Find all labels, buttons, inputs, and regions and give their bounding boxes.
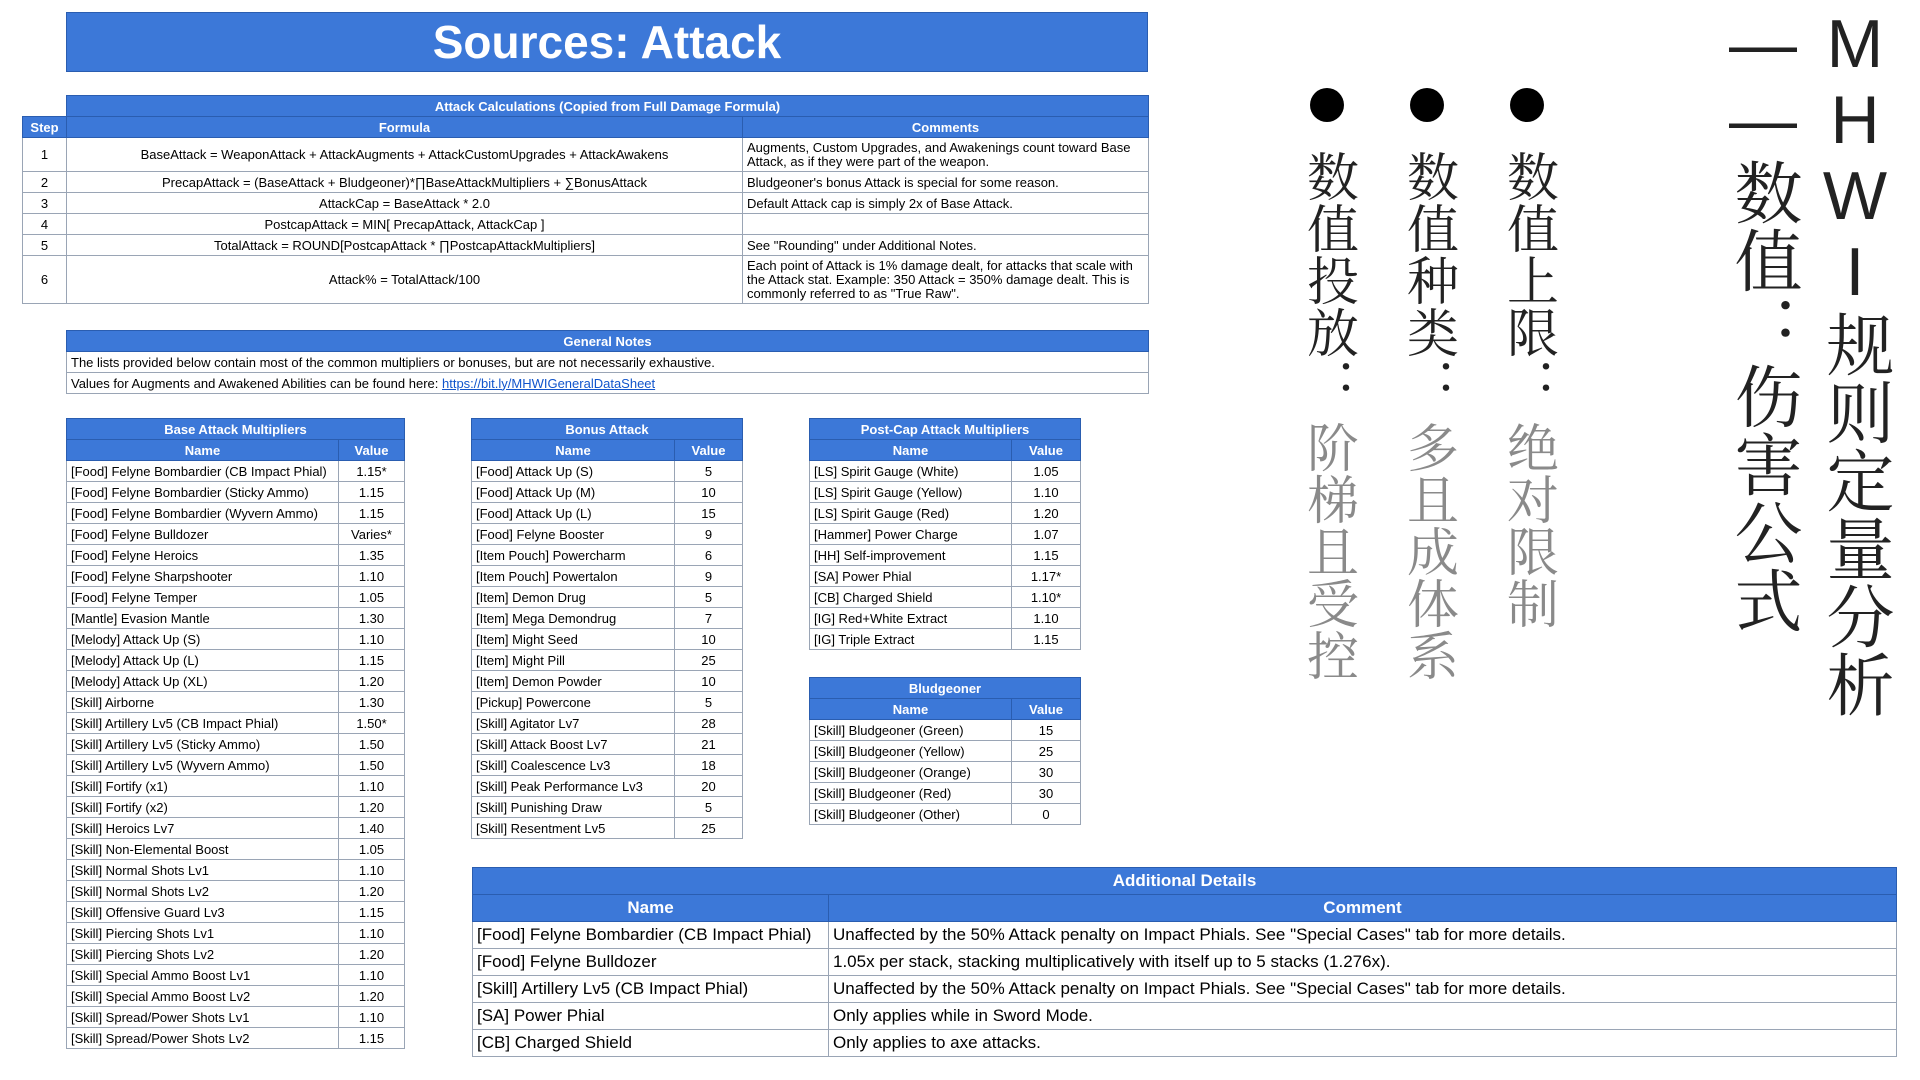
row-value: 1.10 xyxy=(339,629,405,650)
row-name: [Food] Felyne Booster xyxy=(472,524,675,545)
bullet-dot-1 xyxy=(1510,88,1544,122)
table-row xyxy=(67,608,405,629)
row-value: 10 xyxy=(675,482,743,503)
table-row xyxy=(472,629,743,650)
row-value: 25 xyxy=(675,818,743,839)
bonus-caption: Bonus Attack xyxy=(472,419,743,440)
row-name: [SA] Power Phial xyxy=(473,1003,829,1030)
row-name: [Food] Felyne Temper xyxy=(67,587,339,608)
postcap-header-value: Value xyxy=(1012,440,1081,461)
base-mult-header-name: Name xyxy=(67,440,339,461)
table-row xyxy=(472,566,743,587)
table-row xyxy=(810,461,1081,482)
row-comment: Unaffected by the 50% Attack penalty on Impact Phials. See "Special Cases" tab for more details. xyxy=(829,976,1897,1003)
row-value: 30 xyxy=(1012,783,1081,804)
row-name: [Skill] Punishing Draw xyxy=(472,797,675,818)
row-value: 1.10 xyxy=(339,566,405,587)
row-value: 25 xyxy=(675,650,743,671)
table-row xyxy=(810,566,1081,587)
row-value: 1.05 xyxy=(339,587,405,608)
table-row xyxy=(472,797,743,818)
row-name: [IG] Red+White Extract xyxy=(810,608,1012,629)
postcap-header-name: Name xyxy=(810,440,1012,461)
bludgeoner-header-name: Name xyxy=(810,699,1012,720)
row-value: 15 xyxy=(1012,720,1081,741)
row-comment: 1.05x per stack, stacking multiplicatively with itself up to 5 stacks (1.276x). xyxy=(829,949,1897,976)
calc-step: 5 xyxy=(23,235,67,256)
row-name: [Food] Felyne Bulldozer xyxy=(473,949,829,976)
table-row xyxy=(67,692,405,713)
row-value: 5 xyxy=(675,587,743,608)
table-row xyxy=(67,797,405,818)
calc-step: 6 xyxy=(23,256,67,304)
row-value: 1.10 xyxy=(1012,482,1081,503)
additional-caption: Additional Details xyxy=(473,868,1897,895)
row-value: 1.10 xyxy=(1012,608,1081,629)
row-name: [Item] Mega Demondrug xyxy=(472,608,675,629)
table-row xyxy=(472,587,743,608)
row-name: [Food] Attack Up (L) xyxy=(472,503,675,524)
row-value: 1.15 xyxy=(1012,545,1081,566)
row-value: 1.17* xyxy=(1012,566,1081,587)
row-value: 20 xyxy=(675,776,743,797)
row-name: [Item] Demon Powder xyxy=(472,671,675,692)
sheet-title-banner xyxy=(66,12,1148,72)
sheet-title: Sources: Attack xyxy=(432,16,782,68)
table-row xyxy=(810,762,1081,783)
general-notes-line2-text: Values for Augments and Awakened Abilities can be found here: xyxy=(71,375,442,391)
table-row xyxy=(67,629,405,650)
row-value: 1.05 xyxy=(339,839,405,860)
row-name: [LS] Spirit Gauge (White) xyxy=(810,461,1012,482)
row-name: [Skill] Bludgeoner (Orange) xyxy=(810,762,1012,783)
bludgeoner-table xyxy=(809,677,1081,825)
bullet-2-body: 多且成体系 xyxy=(1398,421,1457,681)
row-name: [Skill] Piercing Shots Lv2 xyxy=(67,944,339,965)
calc-comment: Augments, Custom Upgrades, and Awakenings count toward Base Attack, as if they were part of the weapon. xyxy=(743,138,1149,172)
calc-step: 1 xyxy=(23,138,67,172)
row-value: 1.15 xyxy=(1012,629,1081,650)
row-name: [Skill] Bludgeoner (Yellow) xyxy=(810,741,1012,762)
bullet-1-head: 数值上限： xyxy=(1498,150,1557,410)
row-name: [Food] Felyne Bombardier (Sticky Ammo) xyxy=(67,482,339,503)
row-value: 1.10 xyxy=(339,776,405,797)
bludgeoner-caption: Bludgeoner xyxy=(810,678,1081,699)
bonus-header-name: Name xyxy=(472,440,675,461)
table-row xyxy=(472,461,743,482)
bullet-2-head: 数值种类： xyxy=(1398,150,1457,410)
row-name: [IG] Triple Extract xyxy=(810,629,1012,650)
calc-caption: Attack Calculations (Copied from Full Damage Formula) xyxy=(67,96,1149,117)
row-name: [Item] Demon Drug xyxy=(472,587,675,608)
table-row xyxy=(473,922,1897,949)
row-name: [SA] Power Phial xyxy=(810,566,1012,587)
row-value: 1.15 xyxy=(339,650,405,671)
row-value: 5 xyxy=(675,461,743,482)
table-row xyxy=(67,776,405,797)
bullet-3-head: 数值投放： xyxy=(1298,150,1357,410)
general-notes-table xyxy=(66,330,1149,394)
row-name: [Skill] Bludgeoner (Green) xyxy=(810,720,1012,741)
table-row xyxy=(67,671,405,692)
row-name: [Skill] Agitator Lv7 xyxy=(472,713,675,734)
row-value: 1.50 xyxy=(339,755,405,776)
row-name: [Food] Felyne Bombardier (Wyvern Ammo) xyxy=(67,503,339,524)
calc-step: 4 xyxy=(23,214,67,235)
bullet-3-body: 阶梯且受控 xyxy=(1298,421,1357,681)
general-notes-caption: General Notes xyxy=(67,331,1149,352)
calc-comment: Default Attack cap is simply 2x of Base Attack. xyxy=(743,193,1149,214)
table-row xyxy=(23,256,1149,304)
table-row xyxy=(810,503,1081,524)
table-row xyxy=(67,902,405,923)
table-row xyxy=(810,524,1081,545)
table-row xyxy=(472,608,743,629)
table-row xyxy=(472,776,743,797)
table-row xyxy=(810,804,1081,825)
row-name: [Skill] Piercing Shots Lv1 xyxy=(67,923,339,944)
row-value: 1.10 xyxy=(339,1007,405,1028)
postcap-caption: Post-Cap Attack Multipliers xyxy=(810,419,1081,440)
row-name: [Skill] Attack Boost Lv7 xyxy=(472,734,675,755)
table-row xyxy=(67,755,405,776)
row-value: 25 xyxy=(1012,741,1081,762)
calc-header-step: Step xyxy=(23,117,67,138)
table-row xyxy=(23,193,1149,214)
row-value: 1.20 xyxy=(339,944,405,965)
table-row xyxy=(810,629,1081,650)
row-comment: Only applies while in Sword Mode. xyxy=(829,1003,1897,1030)
row-name: [Skill] Resentment Lv5 xyxy=(472,818,675,839)
row-value: 5 xyxy=(675,797,743,818)
row-value: 1.35 xyxy=(339,545,405,566)
row-value: 0 xyxy=(1012,804,1081,825)
table-row xyxy=(473,1003,1897,1030)
base-attack-multipliers-table xyxy=(66,418,405,1049)
table-row xyxy=(472,818,743,839)
table-row xyxy=(810,741,1081,762)
calc-comment: Each point of Attack is 1% damage dealt, for attacks that scale with the Attack stat. Example: 350 Attack = 350% damage dealt. This is commonly referred to as "True Raw". xyxy=(743,256,1149,304)
row-name: [Skill] Normal Shots Lv1 xyxy=(67,860,339,881)
table-row xyxy=(67,503,405,524)
row-name: [Item] Might Pill xyxy=(472,650,675,671)
row-value: 1.10* xyxy=(1012,587,1081,608)
row-name: [Hammer] Power Charge xyxy=(810,524,1012,545)
row-value: 1.15 xyxy=(339,1028,405,1049)
table-row xyxy=(472,671,743,692)
bludgeoner-header-value: Value xyxy=(1012,699,1081,720)
row-name: [Skill] Special Ammo Boost Lv2 xyxy=(67,986,339,1007)
table-row xyxy=(810,587,1081,608)
row-name: [Skill] Fortify (x1) xyxy=(67,776,339,797)
overlay-main-title xyxy=(1815,6,1895,729)
row-value: 1.30 xyxy=(339,692,405,713)
row-name: [Item] Might Seed xyxy=(472,629,675,650)
base-mult-caption: Base Attack Multipliers xyxy=(67,419,405,440)
calc-step: 3 xyxy=(23,193,67,214)
row-name: [CB] Charged Shield xyxy=(810,587,1012,608)
row-value: 1.15 xyxy=(339,482,405,503)
row-value: 1.15 xyxy=(339,902,405,923)
overlay-main-title-text: MHWI规则定量分析 xyxy=(1817,6,1893,718)
bullet-dot-3 xyxy=(1310,88,1344,122)
row-name: [Skill] Normal Shots Lv2 xyxy=(67,881,339,902)
row-name: [Skill] Artillery Lv5 (CB Impact Phial) xyxy=(473,976,829,1003)
row-name: [Skill] Spread/Power Shots Lv1 xyxy=(67,1007,339,1028)
table-row xyxy=(472,755,743,776)
table-row xyxy=(473,976,1897,1003)
table-row xyxy=(67,545,405,566)
postcap-multipliers-table xyxy=(809,418,1081,650)
row-name: [Skill] Peak Performance Lv3 xyxy=(472,776,675,797)
row-value: 30 xyxy=(1012,762,1081,783)
row-value: 1.20 xyxy=(1012,503,1081,524)
row-value: 15 xyxy=(675,503,743,524)
row-value: 1.30 xyxy=(339,608,405,629)
table-row xyxy=(67,965,405,986)
overlay-sub-title-text: ——数值：伤害公式 xyxy=(1725,6,1801,634)
row-name: [Skill] Airborne xyxy=(67,692,339,713)
table-row xyxy=(472,524,743,545)
table-row xyxy=(67,860,405,881)
row-value: 6 xyxy=(675,545,743,566)
row-name: [LS] Spirit Gauge (Yellow) xyxy=(810,482,1012,503)
row-value: 1.15* xyxy=(339,461,405,482)
overlay-sub-title xyxy=(1723,6,1803,645)
table-row xyxy=(472,503,743,524)
table-row xyxy=(67,881,405,902)
row-name: [Melody] Attack Up (XL) xyxy=(67,671,339,692)
row-name: [Pickup] Powercone xyxy=(472,692,675,713)
calc-header-formula: Formula xyxy=(67,117,743,138)
table-row xyxy=(810,545,1081,566)
attack-calculations-table xyxy=(22,95,1149,304)
row-comment: Unaffected by the 50% Attack penalty on Impact Phials. See "Special Cases" tab for more details. xyxy=(829,922,1897,949)
table-row xyxy=(23,214,1149,235)
row-name: [CB] Charged Shield xyxy=(473,1030,829,1057)
table-row xyxy=(67,986,405,1007)
additional-header-comment: Comment xyxy=(829,895,1897,922)
row-name: [Food] Attack Up (M) xyxy=(472,482,675,503)
row-name: [Skill] Artillery Lv5 (Wyvern Ammo) xyxy=(67,755,339,776)
row-value: 1.20 xyxy=(339,881,405,902)
general-data-sheet-link[interactable]: https://bit.ly/MHWIGeneralDataSheet xyxy=(442,375,656,391)
row-name: [Food] Felyne Bombardier (CB Impact Phial) xyxy=(67,461,339,482)
table-row xyxy=(473,949,1897,976)
calc-header-comments: Comments xyxy=(743,117,1149,138)
table-row xyxy=(67,1007,405,1028)
bonus-attack-table xyxy=(471,418,743,839)
row-value: 1.20 xyxy=(339,797,405,818)
row-value: 1.10 xyxy=(339,860,405,881)
bullet-1 xyxy=(1492,150,1562,640)
row-name: [Mantle] Evasion Mantle xyxy=(67,608,339,629)
table-row xyxy=(473,1030,1897,1057)
table-row xyxy=(67,461,405,482)
row-name: [Skill] Coalescence Lv3 xyxy=(472,755,675,776)
table-row xyxy=(810,720,1081,741)
row-name: [Skill] Offensive Guard Lv3 xyxy=(67,902,339,923)
bullet-3 xyxy=(1292,150,1362,692)
row-name: [HH] Self-improvement xyxy=(810,545,1012,566)
table-row xyxy=(67,524,405,545)
row-name: [Item Pouch] Powercharm xyxy=(472,545,675,566)
calc-formula: BaseAttack = WeaponAttack + AttackAugments + AttackCustomUpgrades + AttackAwakens xyxy=(67,138,743,172)
row-name: [Melody] Attack Up (L) xyxy=(67,650,339,671)
row-name: [Food] Felyne Bombardier (CB Impact Phial) xyxy=(473,922,829,949)
table-row xyxy=(67,839,405,860)
row-name: [Skill] Fortify (x2) xyxy=(67,797,339,818)
row-name: [Food] Attack Up (S) xyxy=(472,461,675,482)
row-name: [Skill] Bludgeoner (Red) xyxy=(810,783,1012,804)
row-value: 9 xyxy=(675,524,743,545)
row-name: [Skill] Spread/Power Shots Lv2 xyxy=(67,1028,339,1049)
bonus-header-value: Value xyxy=(675,440,743,461)
row-name: [LS] Spirit Gauge (Red) xyxy=(810,503,1012,524)
row-value: 1.20 xyxy=(339,986,405,1007)
row-name: [Skill] Non-Elemental Boost xyxy=(67,839,339,860)
row-value: 1.20 xyxy=(339,671,405,692)
row-name: [Item Pouch] Powertalon xyxy=(472,566,675,587)
additional-header-name: Name xyxy=(473,895,829,922)
table-row xyxy=(23,235,1149,256)
table-row xyxy=(67,944,405,965)
row-name: [Skill] Artillery Lv5 (Sticky Ammo) xyxy=(67,734,339,755)
row-value: Varies* xyxy=(339,524,405,545)
row-value: 1.40 xyxy=(339,818,405,839)
calc-formula: PrecapAttack = (BaseAttack + Bludgeoner)*∏BaseAttackMultipliers + ∑BonusAttack xyxy=(67,172,743,193)
table-row xyxy=(472,713,743,734)
calc-formula: Attack% = TotalAttack/100 xyxy=(67,256,743,304)
row-value: 1.10 xyxy=(339,923,405,944)
table-row xyxy=(810,608,1081,629)
calc-comment xyxy=(743,214,1149,235)
row-name: [Food] Felyne Bulldozer xyxy=(67,524,339,545)
table-row xyxy=(67,713,405,734)
table-row xyxy=(67,818,405,839)
row-name: [Skill] Special Ammo Boost Lv1 xyxy=(67,965,339,986)
row-value: 7 xyxy=(675,608,743,629)
row-name: [Food] Felyne Sharpshooter xyxy=(67,566,339,587)
row-value: 18 xyxy=(675,755,743,776)
table-row xyxy=(67,1028,405,1049)
table-row xyxy=(810,482,1081,503)
general-notes-line2 xyxy=(67,373,1149,394)
calc-comment: Bludgeoner's bonus Attack is special for some reason. xyxy=(743,172,1149,193)
table-row xyxy=(472,734,743,755)
table-row xyxy=(472,545,743,566)
row-name: [Food] Felyne Heroics xyxy=(67,545,339,566)
row-value: 9 xyxy=(675,566,743,587)
calc-formula: PostcapAttack = MIN[ PrecapAttack, AttackCap ] xyxy=(67,214,743,235)
row-name: [Skill] Bludgeoner (Other) xyxy=(810,804,1012,825)
table-row xyxy=(472,482,743,503)
table-row xyxy=(67,923,405,944)
base-mult-header-value: Value xyxy=(339,440,405,461)
row-value: 1.50 xyxy=(339,734,405,755)
row-value: 5 xyxy=(675,692,743,713)
row-value: 21 xyxy=(675,734,743,755)
row-name: [Melody] Attack Up (S) xyxy=(67,629,339,650)
general-notes-line1: The lists provided below contain most of the common multipliers or bonuses, but are not necessarily exhaustive. xyxy=(67,352,1149,373)
table-row xyxy=(67,734,405,755)
row-name: [Skill] Artillery Lv5 (CB Impact Phial) xyxy=(67,713,339,734)
row-value: 1.07 xyxy=(1012,524,1081,545)
row-comment: Only applies to axe attacks. xyxy=(829,1030,1897,1057)
additional-details-table xyxy=(472,867,1897,1057)
bullet-2 xyxy=(1392,150,1462,692)
bullet-1-body: 绝对限制 xyxy=(1498,421,1557,629)
bullet-dot-2 xyxy=(1410,88,1444,122)
row-value: 1.15 xyxy=(339,503,405,524)
table-row xyxy=(810,783,1081,804)
table-row xyxy=(472,692,743,713)
table-row xyxy=(23,138,1149,172)
row-value: 28 xyxy=(675,713,743,734)
row-value: 1.05 xyxy=(1012,461,1081,482)
calc-formula: AttackCap = BaseAttack * 2.0 xyxy=(67,193,743,214)
row-value: 1.10 xyxy=(339,965,405,986)
row-name: [Skill] Heroics Lv7 xyxy=(67,818,339,839)
row-value: 1.50* xyxy=(339,713,405,734)
row-value: 10 xyxy=(675,671,743,692)
table-row xyxy=(67,566,405,587)
table-row xyxy=(67,650,405,671)
calc-comment: See "Rounding" under Additional Notes. xyxy=(743,235,1149,256)
table-row xyxy=(67,482,405,503)
row-value: 10 xyxy=(675,629,743,650)
calc-step: 2 xyxy=(23,172,67,193)
calc-formula: TotalAttack = ROUND[PostcapAttack * ∏PostcapAttackMultipliers] xyxy=(67,235,743,256)
table-row xyxy=(472,650,743,671)
table-row xyxy=(23,172,1149,193)
table-row xyxy=(67,587,405,608)
